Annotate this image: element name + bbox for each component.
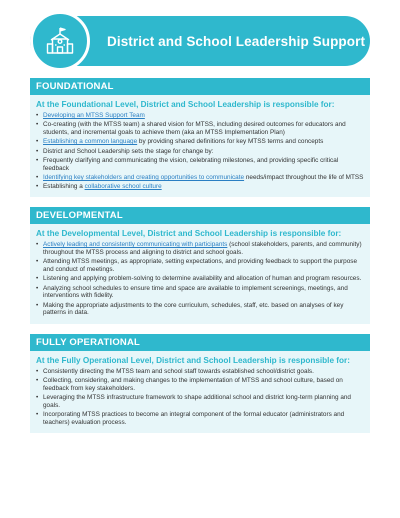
school-building-icon bbox=[30, 11, 90, 71]
header-banner bbox=[30, 16, 370, 66]
list-item bbox=[36, 368, 364, 376]
list-item bbox=[36, 411, 364, 426]
item-text: Listening and applying problem-solving to determine availability and allocation of human and program resources. bbox=[43, 275, 362, 283]
item-text: Consistently directing the MTSS team and school staff towards established school/district goals. bbox=[43, 367, 314, 375]
item-link[interactable]: Actively leading and consistently communicating with participants bbox=[43, 241, 228, 249]
item-text: needs/impact throughout the life of MTSS bbox=[244, 173, 364, 181]
page-title: District and School Leadership Support bbox=[107, 33, 366, 49]
item-text: by providing shared definitions for key MTSS terms and concepts bbox=[137, 138, 324, 146]
list-item bbox=[36, 377, 364, 392]
item-text: Attending MTSS meetings, as appropriate, setting expectations, and providing feedback to support the purpose and conduct of meetings. bbox=[43, 258, 358, 274]
section-fully-operational bbox=[30, 334, 370, 433]
section-intro: At the Fully Operational Level, District and School Leadership is responsible for: bbox=[36, 355, 350, 365]
section-heading: DEVELOPMENTAL bbox=[30, 207, 370, 224]
item-text: Incorporating MTSS practices to become an integral component of the formal educator (administrators and teachers) evaluation process. bbox=[43, 411, 345, 426]
list-item bbox=[36, 302, 364, 317]
section-heading: FOUNDATIONAL bbox=[30, 78, 370, 95]
item-text: Making the appropriate adjustments to the core curriculum, schedules, staff, etc. based on analyses of key patterns in data. bbox=[43, 301, 344, 317]
section-panel bbox=[30, 224, 370, 323]
list-item bbox=[36, 121, 364, 136]
list-item bbox=[36, 148, 364, 156]
item-text: (school stakeholders, parents, and community) throughout the MTSS process and aligning to district and school goals. bbox=[43, 241, 362, 257]
item-text: Leveraging the MTSS infrastructure framework to shape additional school and district long-term planning and goals. bbox=[43, 394, 351, 409]
bullet-list bbox=[36, 241, 364, 317]
section-intro: At the Developmental Level, District and School Leadership is responsible for: bbox=[36, 229, 342, 239]
list-item bbox=[36, 394, 364, 409]
section-panel bbox=[30, 351, 370, 433]
list-item bbox=[36, 112, 364, 120]
section-foundational bbox=[30, 78, 370, 197]
list-item bbox=[36, 275, 364, 283]
item-text: Establishing a bbox=[43, 183, 85, 191]
list-item bbox=[36, 183, 364, 191]
item-text: District and School Leadership sets the stage for change by: bbox=[43, 147, 214, 155]
section-panel bbox=[30, 95, 370, 197]
bullet-list bbox=[36, 112, 364, 191]
bullet-list bbox=[36, 368, 364, 427]
item-link[interactable]: Establishing a common language bbox=[43, 138, 138, 146]
list-item bbox=[36, 138, 364, 146]
item-text: Collecting, considering, and making changes to the implementation of MTSS and school culture, based on feedback from key stakeholders. bbox=[43, 377, 343, 392]
item-link[interactable]: Identifying key stakeholders and creating opportunities to communicate bbox=[43, 173, 245, 181]
section-intro: At the Foundational Level, District and School Leadership is responsible for: bbox=[36, 100, 335, 109]
item-link[interactable]: Developing an MTSS Support Team bbox=[43, 112, 145, 119]
item-text: Co-creating (with the MTSS team) a shared vision for MTSS, including desired outcomes for educators and students, and incremental goals to achieve them (aka an MTSS Implementation Plan) bbox=[43, 121, 346, 136]
item-text: Frequently clarifying and communicating the vision, celebrating milestones, and providing specific critical feedback bbox=[43, 156, 339, 172]
list-item bbox=[36, 258, 364, 273]
list-item bbox=[36, 174, 364, 182]
list-item bbox=[36, 157, 364, 172]
section-heading: FULLY OPERATIONAL bbox=[30, 334, 370, 351]
item-link[interactable]: collaborative school culture bbox=[84, 183, 162, 191]
section-developmental bbox=[30, 207, 370, 323]
item-text: Analyzing school schedules to ensure time and space are available to implement screenings, meetings, and interventions with fidelity. bbox=[43, 284, 348, 300]
list-item bbox=[36, 241, 364, 256]
list-item bbox=[36, 285, 364, 300]
